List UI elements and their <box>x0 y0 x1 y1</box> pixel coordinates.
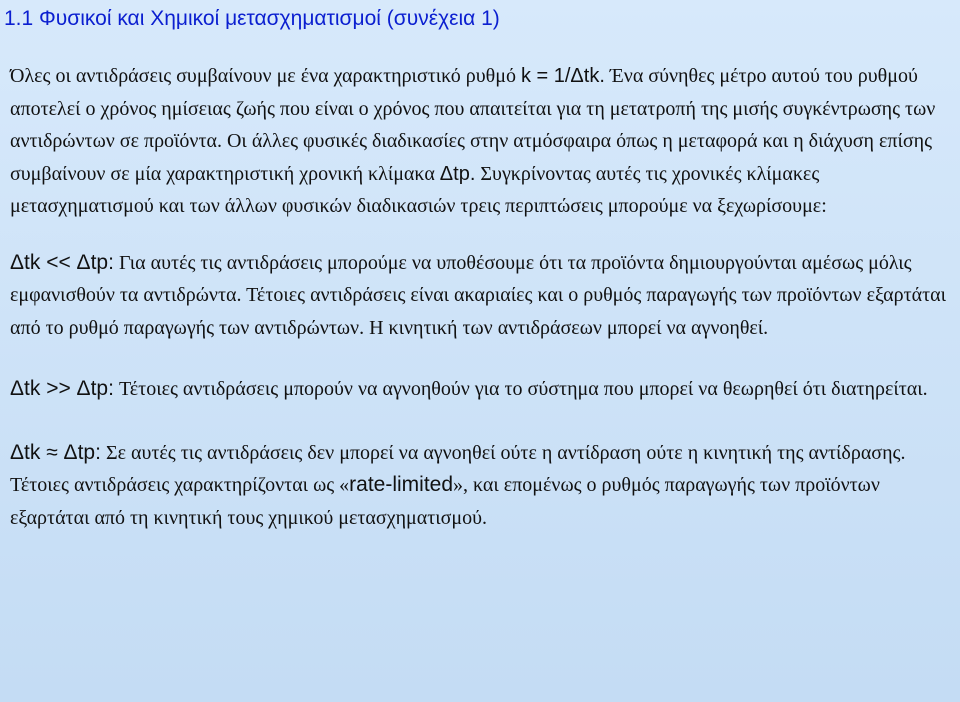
case-fast-reaction <box>10 247 954 345</box>
intro-text-3: Συγκρίνοντας αυτές τις χρονικές κλίμακες μετασχηματισμού και των άλλων φυσικών διαδικασιών τρεις περιπτώσεις μπορούμε να ξεχωρίσουμε: <box>10 162 827 217</box>
case-slow-heading: Δtk >> Δtp: <box>10 377 114 400</box>
case-comparable-reaction <box>10 437 954 535</box>
slide-title: 1.1 Φυσικοί και Χημικοί μετασχηματισμοί (συνέχεια 1) <box>4 7 500 30</box>
rate-formula: k = 1/Δtk. <box>520 65 605 87</box>
case-slow-text: Τέτοιες αντιδράσεις μπορούν να αγνοηθούν για το σύστημα που μπορεί να θεωρηθεί ότι διατηρείται. <box>113 378 928 400</box>
intro-paragraph <box>10 60 954 223</box>
case-comparable-heading: Δtk ≈ Δtp: <box>10 440 101 464</box>
case-slow-reaction <box>10 373 954 406</box>
intro-text-2: Ένα σύνηθες μέτρο αυτού του ρυθμού αποτελεί ο χρόνος ημίσειας ζωής που είναι ο χρόνος που απαιτείται για τη μετατροπή της μισής συγκέντρωσης των αντιδρώντων σε προϊόντα. Οι άλλες φυσικές διαδικασίες στην ατμόσφαιρα όπως η μεταφορά και η διάχυση επίσης συμβαίνουν σε μία χαρακτηριστική χρονική κλίμακα <box>10 65 936 185</box>
case-comparable-text-1: Σε αυτές τις αντιδράσεις δεν μπορεί να αγνοηθεί ούτε η αντίδραση ούτε η κινητική της αντίδρασης. Τέτοιες αντιδράσεις χαρακτηρίζονται ως « <box>10 441 906 496</box>
timescale-symbol: Δtp. <box>439 162 476 185</box>
case-comparable-text-2: », και επομένως ο ρυθμός παραγωγής των προϊόντων εξαρτάται από τη κινητική τους χημικού μετασχηματισμού. <box>10 474 880 529</box>
rate-limited-term: rate-limited <box>349 473 454 496</box>
slide-content <box>10 60 954 534</box>
intro-text-1: Όλες οι αντιδράσεις συμβαίνουν με ένα χαρακτηριστικό ρυθμό <box>10 65 521 87</box>
case-fast-heading: Δtk << Δtp: <box>10 250 114 274</box>
case-fast-text: Για αυτές τις αντιδράσεις μπορούμε να υποθέσουμε ότι τα προϊόντα δημιουργούνται αμέσως μόλις εμφανισθούν τα αντιδρώντα. Τέτοιες αντιδράσεις είναι ακαριαίες και ο ρυθμός παραγωγής των προϊόντων εξαρτάται από το ρυθμό παραγωγής των αντιδρώντων. Η κινητική των αντιδράσεων μπορεί να αγνοηθεί. <box>10 251 947 339</box>
